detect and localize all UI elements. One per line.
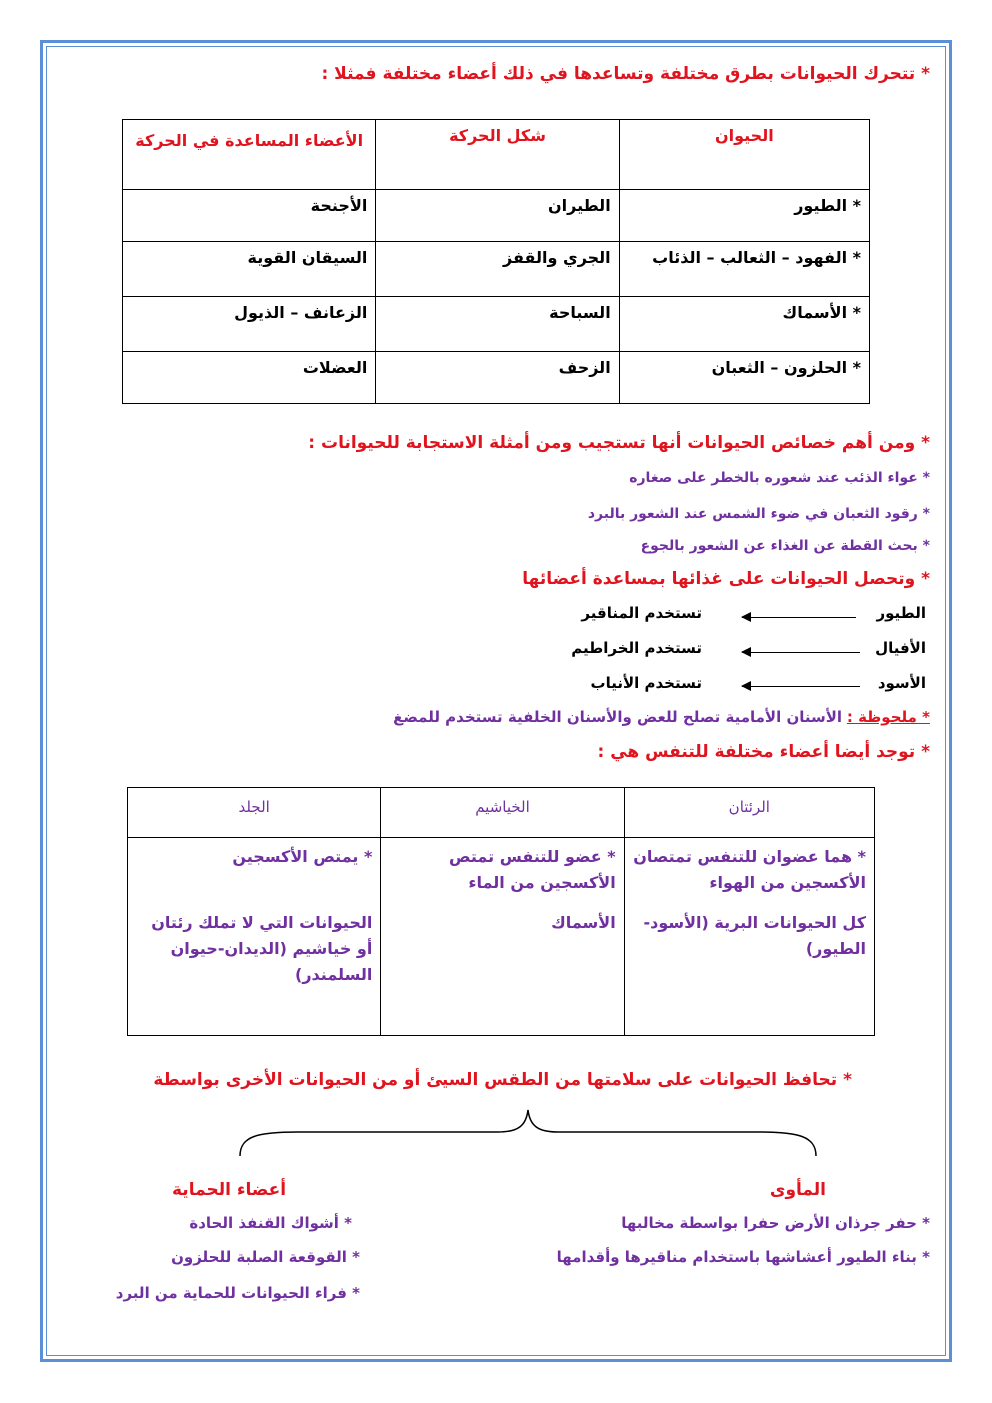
breathing-cell-skin	[128, 838, 381, 1036]
breathing-example: الأسماك	[551, 913, 616, 932]
food-heading: * وتحصل الحيوانات على غذائها بمساعدة أعضائها	[522, 569, 930, 589]
movement-table	[122, 119, 870, 404]
note-label: * ملحوظة :	[846, 708, 930, 726]
breathing-example: الحيوانات التي لا تملك رئتان أو خياشيم (الديدان-حيوان السلمندر)	[151, 913, 373, 984]
breathing-table	[127, 787, 875, 1036]
food-use: تستخدم المناقير	[581, 604, 702, 622]
table-cell: الطيران	[376, 190, 619, 242]
food-animal: الطيور	[876, 604, 926, 622]
list-item: * رقود الثعبان في ضوء الشمس عند الشعور بالبرد	[587, 506, 930, 522]
table-cell: * الفهود – الثعالب – الذئاب	[619, 242, 869, 297]
organs-title: أعضاء الحماية	[172, 1180, 287, 1200]
table-cell: الأجنحة	[123, 190, 376, 242]
movement-header-organs: الأعضاء المساعدة في الحركة	[123, 120, 376, 190]
breathing-cell-lungs	[624, 838, 874, 1036]
movement-header-type: شكل الحركة	[376, 120, 619, 190]
response-heading: * ومن أهم خصائص الحيوانات أنها تستجيب ومن أمثلة الاستجابة للحيوانات :	[308, 433, 930, 453]
breathing-heading: * توجد أيضا أعضاء مختلفة للتنفس هي :	[597, 742, 930, 762]
movement-header-animal: الحيوان	[619, 120, 869, 190]
protection-heading: * تحافظ الحيوانات على سلامتها من الطقس السيئ أو من الحيوانات الأخرى بواسطة	[153, 1070, 852, 1090]
shelter-title: المأوى	[769, 1180, 826, 1200]
list-item: * القوقعة الصلبة للحلزون	[171, 1248, 360, 1266]
brace-icon	[238, 1108, 818, 1158]
food-animal: الأفيال	[875, 639, 926, 657]
note-text: الأسنان الأمامية تصلح للعض والأسنان الخلفية تستخدم للمضغ	[393, 708, 843, 726]
list-item: * فراء الحيوانات للحماية من البرد	[115, 1284, 360, 1302]
list-item: * حفر جرذان الأرض حفرا بواسطة مخالبها	[621, 1214, 930, 1232]
breathing-cell-gills	[381, 838, 624, 1036]
table-cell: الجري والقفز	[376, 242, 619, 297]
movement-heading: * تتحرك الحيوانات بطرق مختلفة وتساعدها في ذلك أعضاء مختلفة فمثلا :	[321, 64, 930, 84]
table-cell: * الطيور	[619, 190, 869, 242]
table-cell: الزحف	[376, 352, 619, 404]
breathing-example: كل الحيوانات البرية (الأسود- الطيور)	[643, 913, 866, 958]
food-animal: الأسود	[877, 674, 926, 692]
table-cell: * الحلزون – الثعبان	[619, 352, 869, 404]
table-cell: السباحة	[376, 297, 619, 352]
list-item: * بناء الطيور أعشاشها باستخدام مناقيرها وأقدامها	[556, 1248, 930, 1266]
list-item: * عواء الذئب عند شعوره بالخطر على صغاره	[629, 470, 930, 486]
table-cell: * الأسماك	[619, 297, 869, 352]
breathing-desc: * عضو للتنفس تمتص الأكسجين من الماء	[449, 847, 616, 892]
food-use: تستخدم الأنياب	[590, 674, 702, 692]
note	[393, 708, 930, 726]
table-cell: السيقان القوية	[123, 242, 376, 297]
arrow-left-icon	[742, 617, 856, 618]
breathing-desc: * هما عضوان للتنفس تمتصان الأكسجين من الهواء	[633, 847, 866, 892]
breathing-header-lungs: الرئتان	[624, 788, 874, 838]
table-cell: الزعانف – الذيول	[123, 297, 376, 352]
arrow-left-icon	[742, 652, 860, 653]
breathing-header-skin: الجلد	[128, 788, 381, 838]
list-item: * بحث القطة عن الغذاء عن الشعور بالجوع	[640, 538, 930, 554]
arrow-left-icon	[742, 686, 860, 687]
food-use: تستخدم الخراطيم	[571, 639, 702, 657]
breathing-desc: * يمتص الأكسجين	[232, 847, 373, 866]
table-cell: العضلات	[123, 352, 376, 404]
list-item: * أشواك القنفذ الحادة	[189, 1214, 352, 1232]
breathing-header-gills: الخياشيم	[381, 788, 624, 838]
